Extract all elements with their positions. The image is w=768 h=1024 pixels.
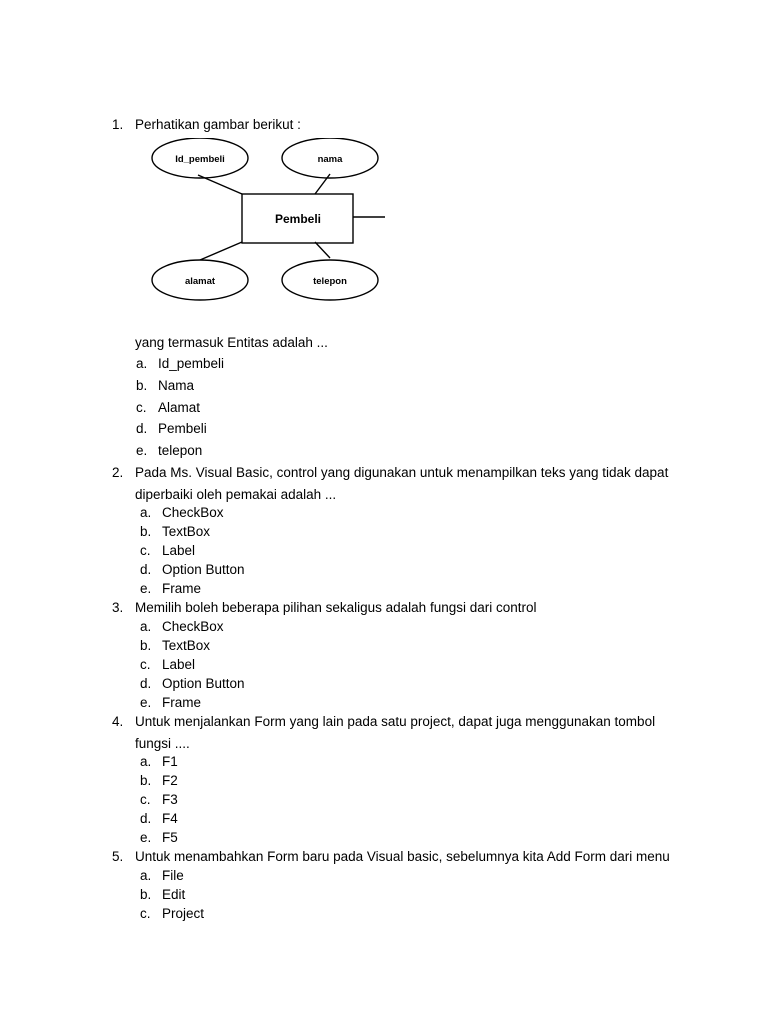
option-text: CheckBox (162, 505, 224, 520)
option-text: Nama (158, 378, 195, 393)
option-text: F1 (162, 754, 178, 769)
option-text: Option Button (162, 562, 245, 577)
option-text: Id_pembeli (158, 356, 225, 371)
question-5-text: Untuk menambahkan Form baru pada Visual basic, sebelumnya kita Add Form dari menu (135, 849, 670, 864)
option-letter: d. (140, 676, 152, 691)
question-4-text-line-1: Untuk menjalankan Form yang lain pada satu project, dapat juga menggunakan tombol (135, 714, 656, 729)
option-letter: e. (136, 443, 148, 458)
question-4-text-line-2: fungsi .... (135, 736, 190, 751)
option-text: F5 (162, 830, 178, 845)
option-text: F4 (162, 811, 178, 826)
option-text: Label (162, 657, 196, 672)
option-letter: c. (140, 906, 151, 921)
connector-telepon (315, 242, 330, 258)
entity-label: Pembeli (274, 212, 322, 226)
question-2-text-line-2: diperbaiki oleh pemakai adalah ... (135, 487, 337, 502)
option-letter: c. (140, 657, 151, 672)
option-letter: a. (140, 505, 152, 520)
option-text: Project (162, 906, 205, 921)
connector-alamat (200, 242, 242, 260)
option-letter: c. (136, 400, 147, 415)
option-text: F2 (162, 773, 178, 788)
question-4-number: 4. (112, 714, 124, 729)
option-letter: e. (140, 581, 152, 596)
question-2-number: 2. (112, 465, 124, 480)
option-text: Alamat (158, 400, 201, 415)
option-letter: e. (140, 695, 152, 710)
option-letter: e. (140, 830, 152, 845)
option-text: Edit (162, 887, 186, 902)
attribute-label-alamat: alamat (184, 276, 216, 287)
option-letter: b. (136, 378, 148, 393)
option-letter: d. (140, 562, 152, 577)
attribute-label-id-pembeli: Id_pembeli (175, 154, 225, 165)
option-text: Frame (162, 581, 202, 596)
option-letter: d. (136, 421, 148, 436)
option-text: Option Button (162, 676, 245, 691)
option-text: Pembeli (158, 421, 207, 436)
question-2-text-line-1: Pada Ms. Visual Basic, control yang digunakan untuk menampilkan teks yang tidak dapat (135, 465, 669, 480)
option-text: CheckBox (162, 619, 224, 634)
option-letter: b. (140, 887, 152, 902)
er-diagram (150, 138, 390, 304)
option-text: TextBox (162, 524, 211, 539)
option-letter: c. (140, 543, 151, 558)
question-1-prompt: yang termasuk Entitas adalah ... (135, 335, 328, 350)
option-letter: a. (136, 356, 148, 371)
option-letter: a. (140, 868, 152, 883)
option-letter: c. (140, 792, 151, 807)
question-3-text: Memilih boleh beberapa pilihan sekaligus adalah fungsi dari control (135, 600, 537, 615)
option-text: telepon (158, 443, 203, 458)
option-letter: a. (140, 619, 152, 634)
option-text: Frame (162, 695, 202, 710)
option-letter: b. (140, 638, 152, 653)
attribute-label-nama: nama (317, 154, 343, 165)
attribute-label-telepon: telepon (313, 276, 347, 287)
question-1-number: 1. (112, 117, 124, 132)
option-letter: d. (140, 811, 152, 826)
option-letter: b. (140, 524, 152, 539)
question-1-text: Perhatikan gambar berikut : (135, 117, 301, 132)
option-letter: a. (140, 754, 152, 769)
option-text: Label (162, 543, 196, 558)
option-text: TextBox (162, 638, 211, 653)
option-text: F3 (162, 792, 178, 807)
question-5-number: 5. (112, 849, 124, 864)
question-3-number: 3. (112, 600, 124, 615)
option-text: File (162, 868, 184, 883)
option-letter: b. (140, 773, 152, 788)
